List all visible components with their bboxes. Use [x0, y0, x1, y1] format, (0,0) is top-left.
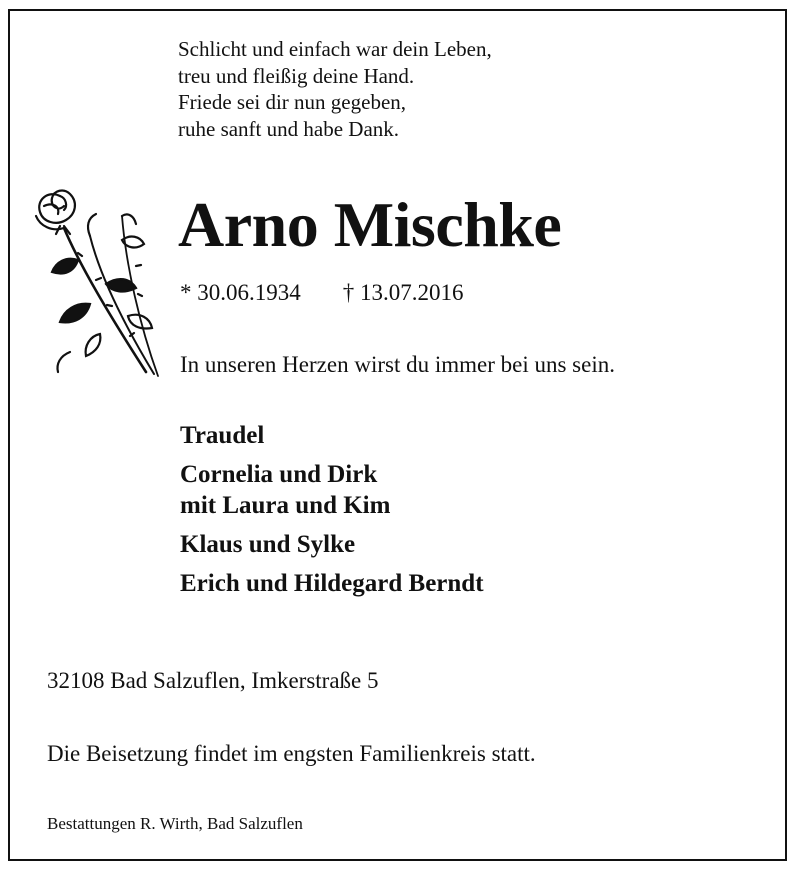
- memorial-motto: In unseren Herzen wirst du immer bei uns sein.: [180, 352, 615, 377]
- undertaker-credit: Bestattungen R. Wirth, Bad Salzuflen: [47, 814, 303, 833]
- family-address: 32108 Bad Salzuflen, Imkerstraße 5: [47, 668, 379, 693]
- life-dates: [180, 280, 464, 306]
- poem-line: treu und fleißig deine Hand.: [178, 63, 415, 88]
- mourner: Cornelia und Dirk: [180, 461, 378, 488]
- poem-line: ruhe sanft und habe Dank.: [178, 116, 400, 141]
- mourners-list: [180, 420, 484, 599]
- death-date: † 13.07.2016: [342, 280, 464, 305]
- mourner: Traudel: [180, 422, 265, 449]
- poem-line: Schlicht und einfach war dein Leben,: [178, 37, 492, 61]
- deceased-name: Arno Mischke: [178, 189, 562, 260]
- mourner: Klaus und Sylke: [180, 531, 356, 558]
- mourner: Erich und Hildegard Berndt: [180, 570, 484, 597]
- burial-note: Die Beisetzung findet im engsten Familienkreis statt.: [47, 741, 536, 766]
- mourner: mit Laura und Kim: [180, 492, 391, 519]
- poem: [178, 36, 492, 142]
- rose-icon: [30, 176, 170, 386]
- birth-date: * 30.06.1934: [180, 280, 301, 305]
- poem-line: Friede sei dir nun gegeben,: [178, 90, 407, 114]
